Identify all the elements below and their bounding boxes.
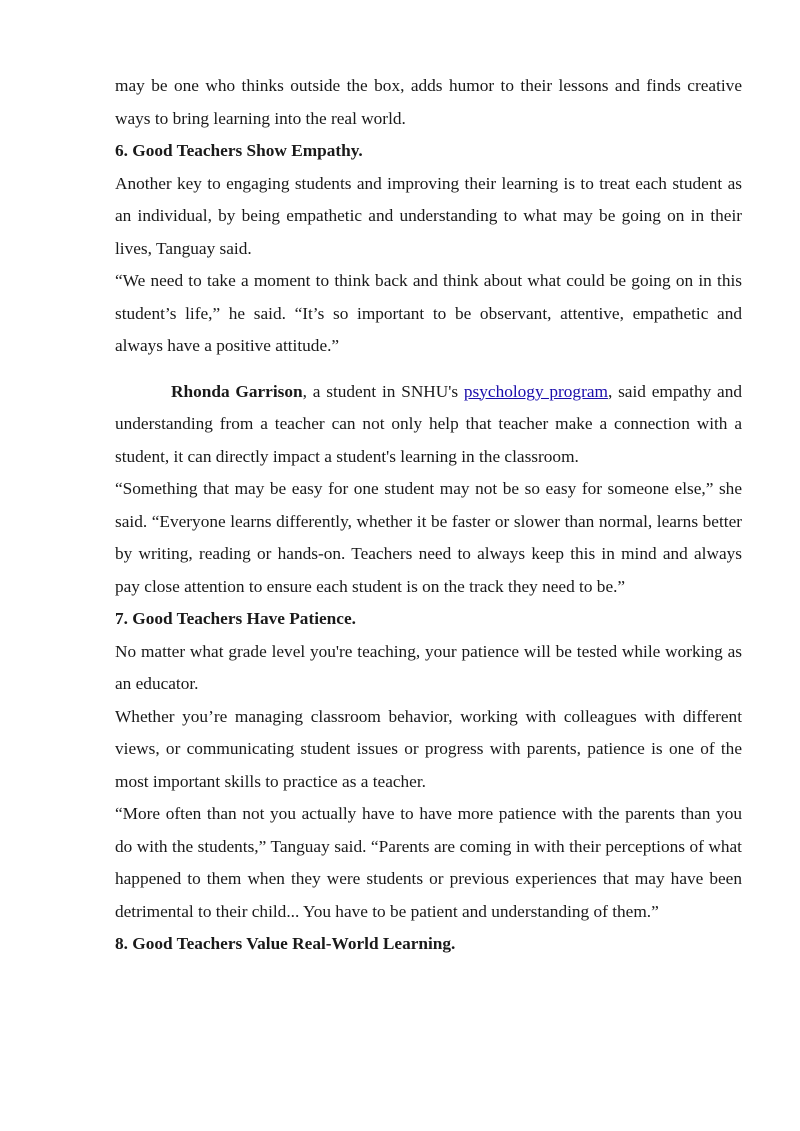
document-page (115, 70, 742, 961)
text-segment: , a student in SNHU's (302, 381, 464, 401)
heading-real-world-learning: 8. Good Teachers Value Real-World Learning. (115, 934, 456, 953)
paragraph-patience-1: No matter what grade level you're teaching, your patience will be tested while working as an educator. (115, 641, 742, 693)
paragraph-garrison-quote: “Something that may be easy for one student may not be so easy for someone else,” she said. “Everyone learns differently, whether it be faster or slower than normal, learns better by writing, reading or hands-on. Teachers need to always keep this in mind and always pay close attention to ensure each student is on the track they need to be.” (115, 479, 742, 596)
psychology-program-link[interactable]: psychology program (463, 381, 608, 401)
text-segment: , said empathy and understanding from a teacher can not only help that teacher make a connection with a student, it can directly impact a student's learning in the classroom. (115, 381, 743, 466)
paragraph-patience-quote: “More often than not you actually have to have more patience with the parents than you do with the students,” Tanguay said. “Parents are coming in with their perceptions of what happened to them when they were students or previous experiences that may have been detrimental to their child... You have to be patient and understanding of them.” (115, 804, 742, 921)
paragraph-empathy-1: Another key to engaging students and improving their learning is to treat each student as an individual, by being empathetic and understanding to what may be going on in their lives, Tanguay said. (115, 173, 742, 258)
heading-empathy: 6. Good Teachers Show Empathy. (115, 141, 363, 160)
paragraph-garrison (115, 376, 742, 474)
heading-patience: 7. Good Teachers Have Patience. (115, 609, 356, 628)
paragraph-patience-2: Whether you’re managing classroom behavior, working with colleagues with different views, or communicating student issues or progress with parents, patience is one of the most important skills to practice as a teacher. (115, 706, 742, 791)
person-name: Rhonda Garrison (171, 381, 303, 401)
paragraph-intro: may be one who thinks outside the box, adds humor to their lessons and finds creative ways to bring learning into the real world. (115, 76, 742, 128)
paragraph-empathy-quote: “We need to take a moment to think back and think about what could be going on in this student’s life,” he said. “It’s so important to be observant, attentive, empathetic and always have a positive attitude.” (115, 271, 742, 355)
